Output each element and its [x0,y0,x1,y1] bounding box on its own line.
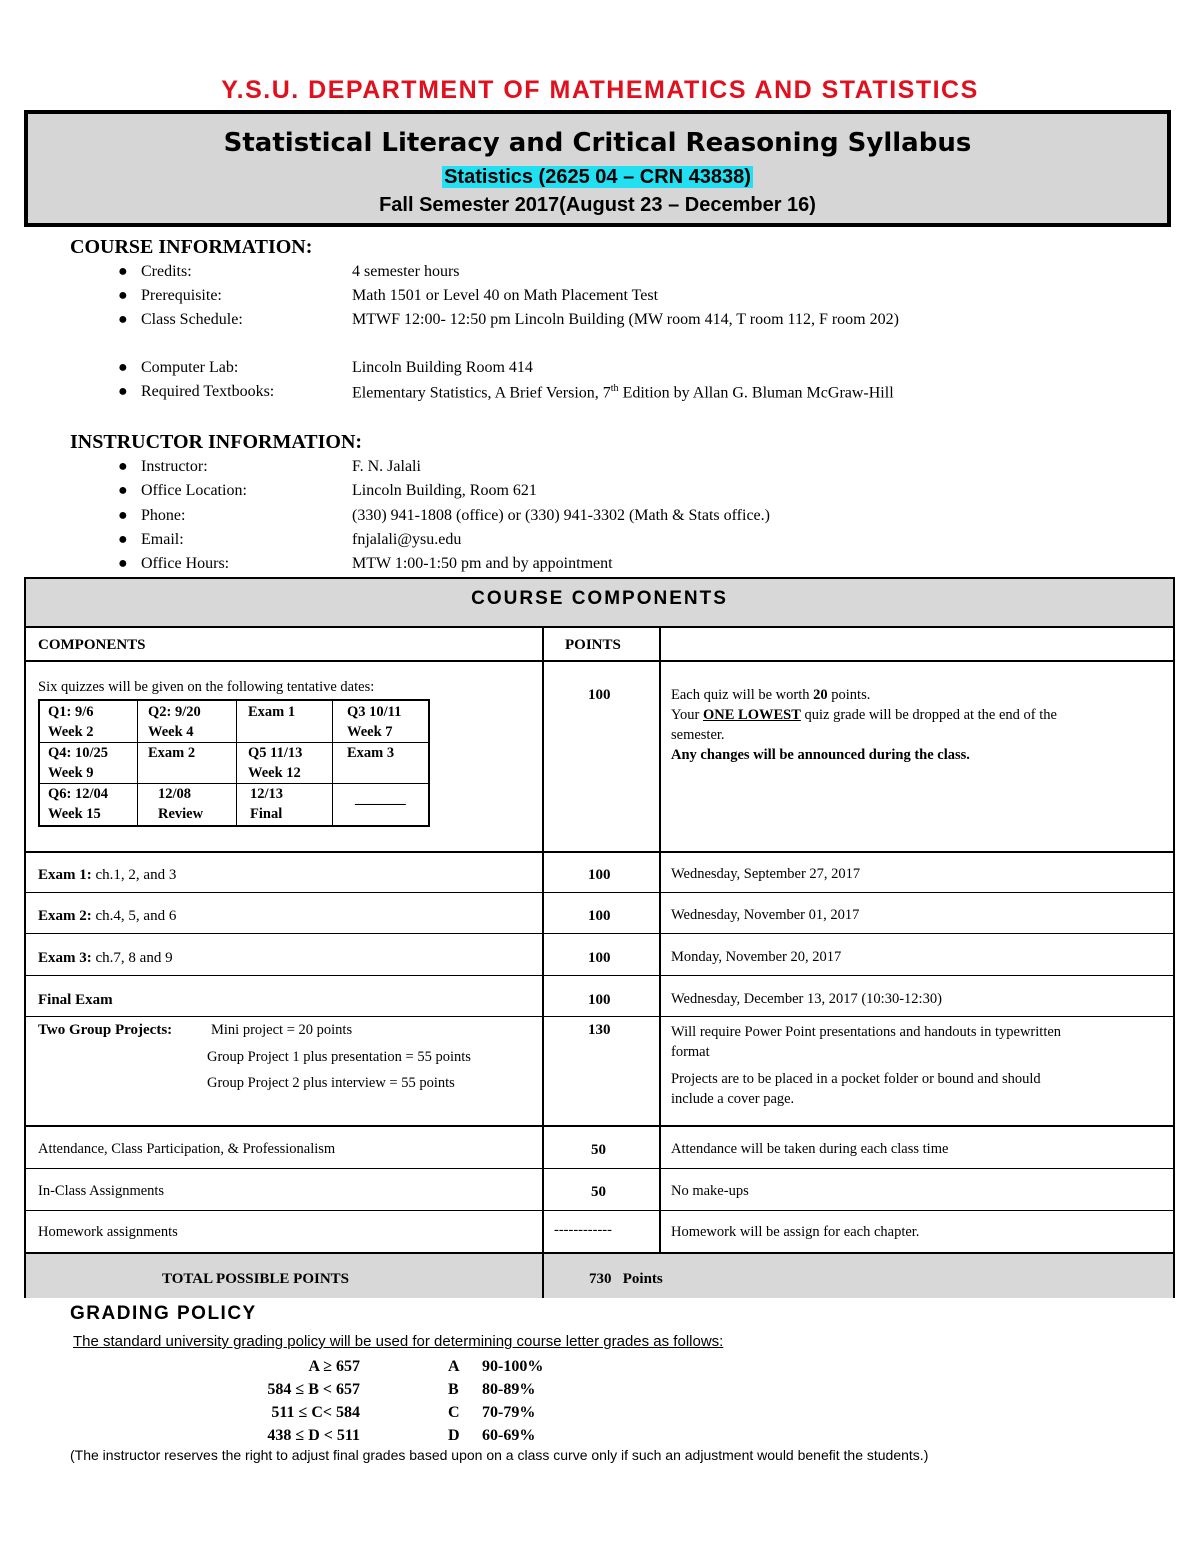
email-value[interactable]: fnjalali@ysu.edu [352,531,462,548]
projects-label: Two Group Projects: [38,1022,173,1038]
quiz-cell: Q2: 9/20 Week 4 [148,704,201,740]
projects-line2: Group Project 1 plus presentation = 55 points [207,1049,471,1065]
quiz-cell: Q4: 10/25 Week 9 [48,745,109,781]
info-value: Math 1501 or Level 40 on Math Placement Test [352,287,659,304]
info-label: Class Schedule: [141,311,243,328]
table-title: COURSE COMPONENTS [471,588,728,609]
inclass-label: In-Class Assignments [38,1183,165,1199]
quiz-schedule-table [38,699,430,827]
quiz-cell: _______ [355,791,406,807]
projects-points: 130 [588,1022,611,1038]
quiz-cell: Exam 2 [148,745,196,761]
info-label: Credits: [141,263,192,280]
final-exam-date: Wednesday, December 13, 2017 (10:30-12:30) [671,991,942,1007]
quiz-cell: 12/08 Review [158,786,204,822]
info-value: Lincoln Building, Room 621 [352,482,537,499]
quiz-cell: Q3 10/11 Week 7 [347,704,402,740]
bullet-icon: ● [118,383,128,400]
info-label: Office Location: [141,482,247,499]
inclass-note: No make-ups [671,1183,749,1199]
info-label: Email: [141,531,184,548]
homework-label: Homework assignments [38,1224,178,1240]
bullet-icon: ● [118,359,128,376]
total-label: TOTAL POSSIBLE POINTS [162,1271,350,1287]
edition-superscript: th [610,383,619,394]
course-code-text: Statistics (2625 04 – CRN 43838) [444,166,751,188]
bullet-icon: ● [118,263,128,280]
info-label: Office Hours: [141,555,230,572]
total-value: 730 Points [589,1271,663,1287]
info-label: Computer Lab: [141,359,239,376]
bullet-icon: ● [118,555,128,572]
grading-note: (The instructor reserves the right to adjust final grades based upon on a class curve only if such an adjustment would benefit the students.) [70,1447,929,1463]
instructor-info-list [0,458,1200,576]
instructor-info-heading: INSTRUCTOR INFORMATION: [70,431,363,453]
exam2-date: Wednesday, November 01, 2017 [671,907,860,923]
info-value: (330) 941-1808 (office) or (330) 941-3302 (Math & Stats office.) [352,507,770,524]
exam3-date: Monday, November 20, 2017 [671,949,842,965]
inclass-points: 50 [591,1184,606,1200]
grading-heading: GRADING POLICY [70,1303,257,1324]
info-label: Prerequisite: [141,287,222,304]
bullet-icon: ● [118,458,128,475]
course-info-list [0,263,1200,403]
attendance-label: Attendance, Class Participation, & Professionalism [38,1141,336,1157]
title-box [24,110,1171,227]
course-code [28,166,1167,189]
homework-points: ------------ [554,1222,612,1238]
quiz-cell: Exam 1 [248,704,296,720]
info-value [352,383,894,402]
bullet-icon: ● [118,507,128,524]
quiz-cell: Q5 11/13 Week 12 [248,745,303,781]
exam3-points: 100 [588,950,611,966]
grading-intro: The standard university grading policy will be used for determining course letter grades as follows: [73,1333,724,1350]
quiz-intro: Six quizzes will be given on the following tentative dates: [38,679,375,695]
textbook-text-rest: Edition by Allan G. Bluman McGraw-Hill [618,384,894,402]
bullet-icon: ● [118,287,128,304]
info-label: Phone: [141,507,186,524]
semester-dates: Fall Semester 2017(August 23 – December 16) [379,194,816,216]
quiz-cell: 12/13 Final [250,786,284,822]
attendance-points: 50 [591,1142,606,1158]
quiz-points: 100 [588,687,611,703]
grade-percents: 90-100% 80-89% 70-79% 60-69% [482,1358,544,1444]
col-header-points: POINTS [565,637,621,653]
attendance-note: Attendance will be taken during each class time [671,1141,949,1157]
grade-letters: A B C D [448,1358,460,1444]
quiz-notes: Each quiz will be worth 20 points. Your ONE LOWEST quiz grade will be dropped at the end of the semester. Any changes will be announced during the class. [671,687,1057,763]
syllabus-title: Statistical Literacy and Critical Reasoning Syllabus [223,128,972,158]
info-value: MTWF 12:00- 12:50 pm Lincoln Building (MW room 414, T room 112, F room 202) [352,311,899,328]
projects-line3: Group Project 2 plus interview = 55 points [207,1075,455,1091]
quiz-cell: Q1: 9/6 Week 2 [48,704,94,740]
info-value: F. N. Jalali [352,458,421,475]
course-components-table [24,577,1175,1298]
info-value: 4 semester hours [352,263,460,280]
info-value: Lincoln Building Room 414 [352,359,533,376]
bullet-icon: ● [118,482,128,499]
exam1-points: 100 [588,867,611,883]
final-exam-label: Final Exam [38,992,113,1008]
info-value: MTW 1:00-1:50 pm and by appointment [352,555,613,572]
homework-note: Homework will be assign for each chapter. [671,1224,920,1240]
projects-line1: Mini project = 20 points [211,1022,353,1038]
bullet-icon: ● [118,531,128,548]
quiz-cell: Q6: 12/04 Week 15 [48,786,109,822]
final-exam-points: 100 [588,992,611,1008]
bullet-icon: ● [118,311,128,328]
grade-ranges: A ≥ 657 584 ≤ B < 657 511 ≤ C< 584 438 ≤ D < 511 [267,1358,360,1444]
department-title: Y.S.U. DEPARTMENT OF MATHEMATICS AND STATISTICS [221,76,979,104]
col-header-components: COMPONENTS [38,637,146,653]
exam1-label: Exam 1: ch.1, 2, and 3 [38,867,177,883]
textbook-text: Elementary Statistics, A Brief Version, 7 [352,384,611,402]
info-label: Required Textbooks: [141,383,275,400]
exam3-label: Exam 3: ch.7, 8 and 9 [38,950,173,966]
course-info-heading: COURSE INFORMATION: [70,236,313,258]
exam2-points: 100 [588,908,611,924]
quiz-cell: Exam 3 [347,745,395,761]
exam1-date: Wednesday, September 27, 2017 [671,866,861,882]
projects-notes: Will require Power Point presentations and handouts in typewritten format Projects are to be placed in a pocket folder or bound and should include a cover page. [671,1024,1062,1107]
info-label: Instructor: [141,458,208,475]
exam2-label: Exam 2: ch.4, 5, and 6 [38,908,177,924]
